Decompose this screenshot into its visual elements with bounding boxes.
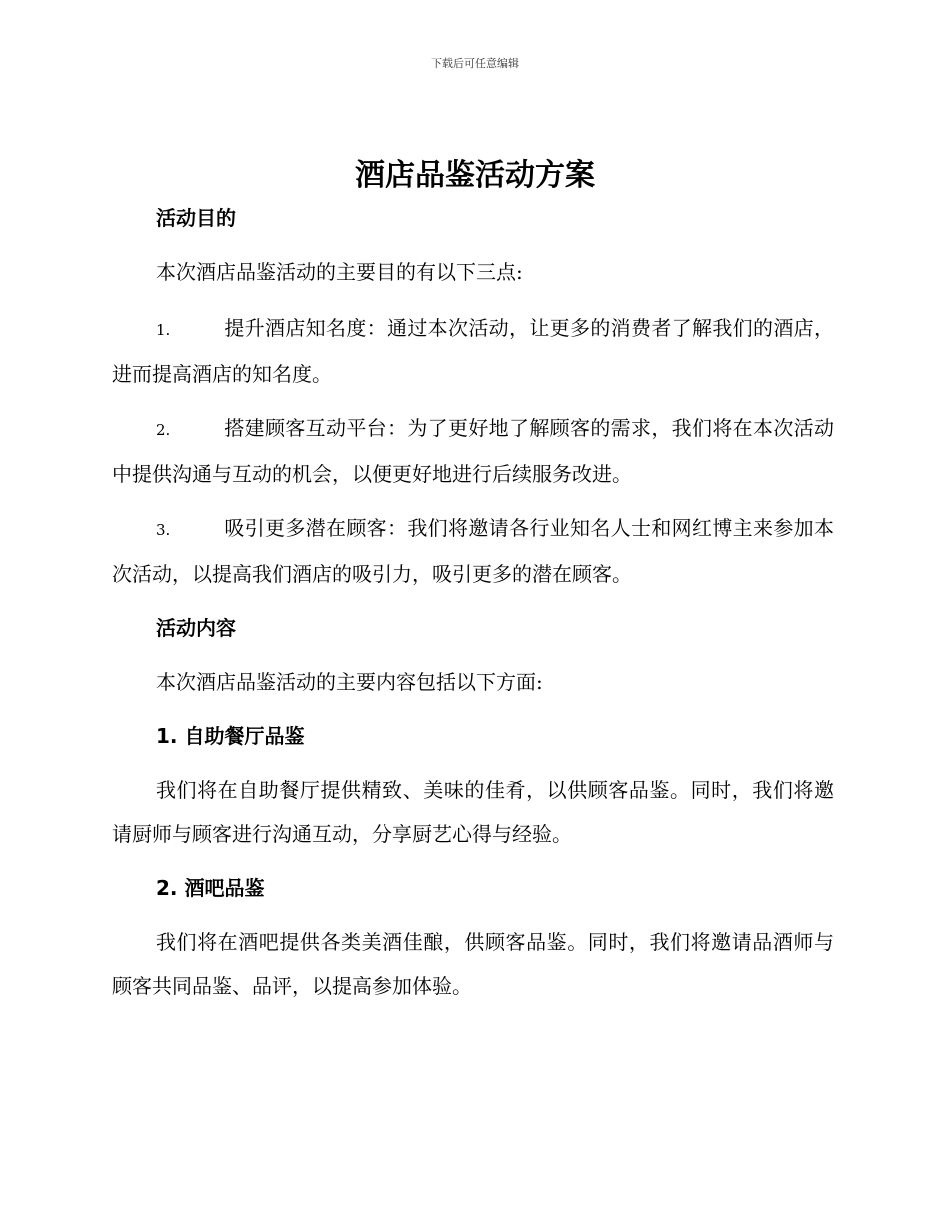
purpose-intro: 本次酒店品鉴活动的主要目的有以下三点: [156, 260, 523, 284]
subsection-heading-buffet: 1. 自助餐厅品鉴 [156, 724, 305, 748]
section-heading-purpose: 活动目的 [156, 206, 236, 230]
list-item-text: 提升酒店知名度：通过本次活动，让更多的消费者了解我们的酒店，进而提高酒店的知名度。 [112, 316, 834, 386]
list-item [112, 506, 834, 596]
list-item [112, 306, 834, 396]
bar-text: 我们将在酒吧提供各类美酒佳酿，供顾客品鉴。同时，我们将邀请品酒师与顾客共同品鉴、品评，以提高参加体验。 [112, 930, 834, 998]
list-item-text: 吸引更多潜在顾客：我们将邀请各行业知名人士和网红博主来参加本次活动，以提高我们酒店的吸引力，吸引更多的潜在顾客。 [112, 516, 834, 586]
list-number: 1. [156, 321, 171, 339]
buffet-text: 我们将在自助餐厅提供精致、美味的佳肴，以供顾客品鉴。同时，我们将邀请厨师与顾客进行沟通互动，分享厨艺心得与经验。 [112, 778, 834, 846]
list-number: 3. [156, 521, 171, 539]
document-body [112, 196, 834, 1008]
subsection-heading-bar: 2. 酒吧品鉴 [156, 876, 265, 900]
header-note: 下载后可任意编辑 [431, 57, 519, 70]
section-heading-content: 活动内容 [156, 616, 236, 640]
list-number: 2. [156, 421, 171, 439]
document-title: 酒店品鉴活动方案 [355, 158, 595, 193]
list-item [112, 406, 834, 496]
list-item-text: 搭建顾客互动平台：为了更好地了解顾客的需求，我们将在本次活动中提供沟通与互动的机会，以便更好地进行后续服务改进。 [112, 416, 834, 486]
content-intro: 本次酒店品鉴活动的主要内容包括以下方面: [156, 670, 543, 694]
